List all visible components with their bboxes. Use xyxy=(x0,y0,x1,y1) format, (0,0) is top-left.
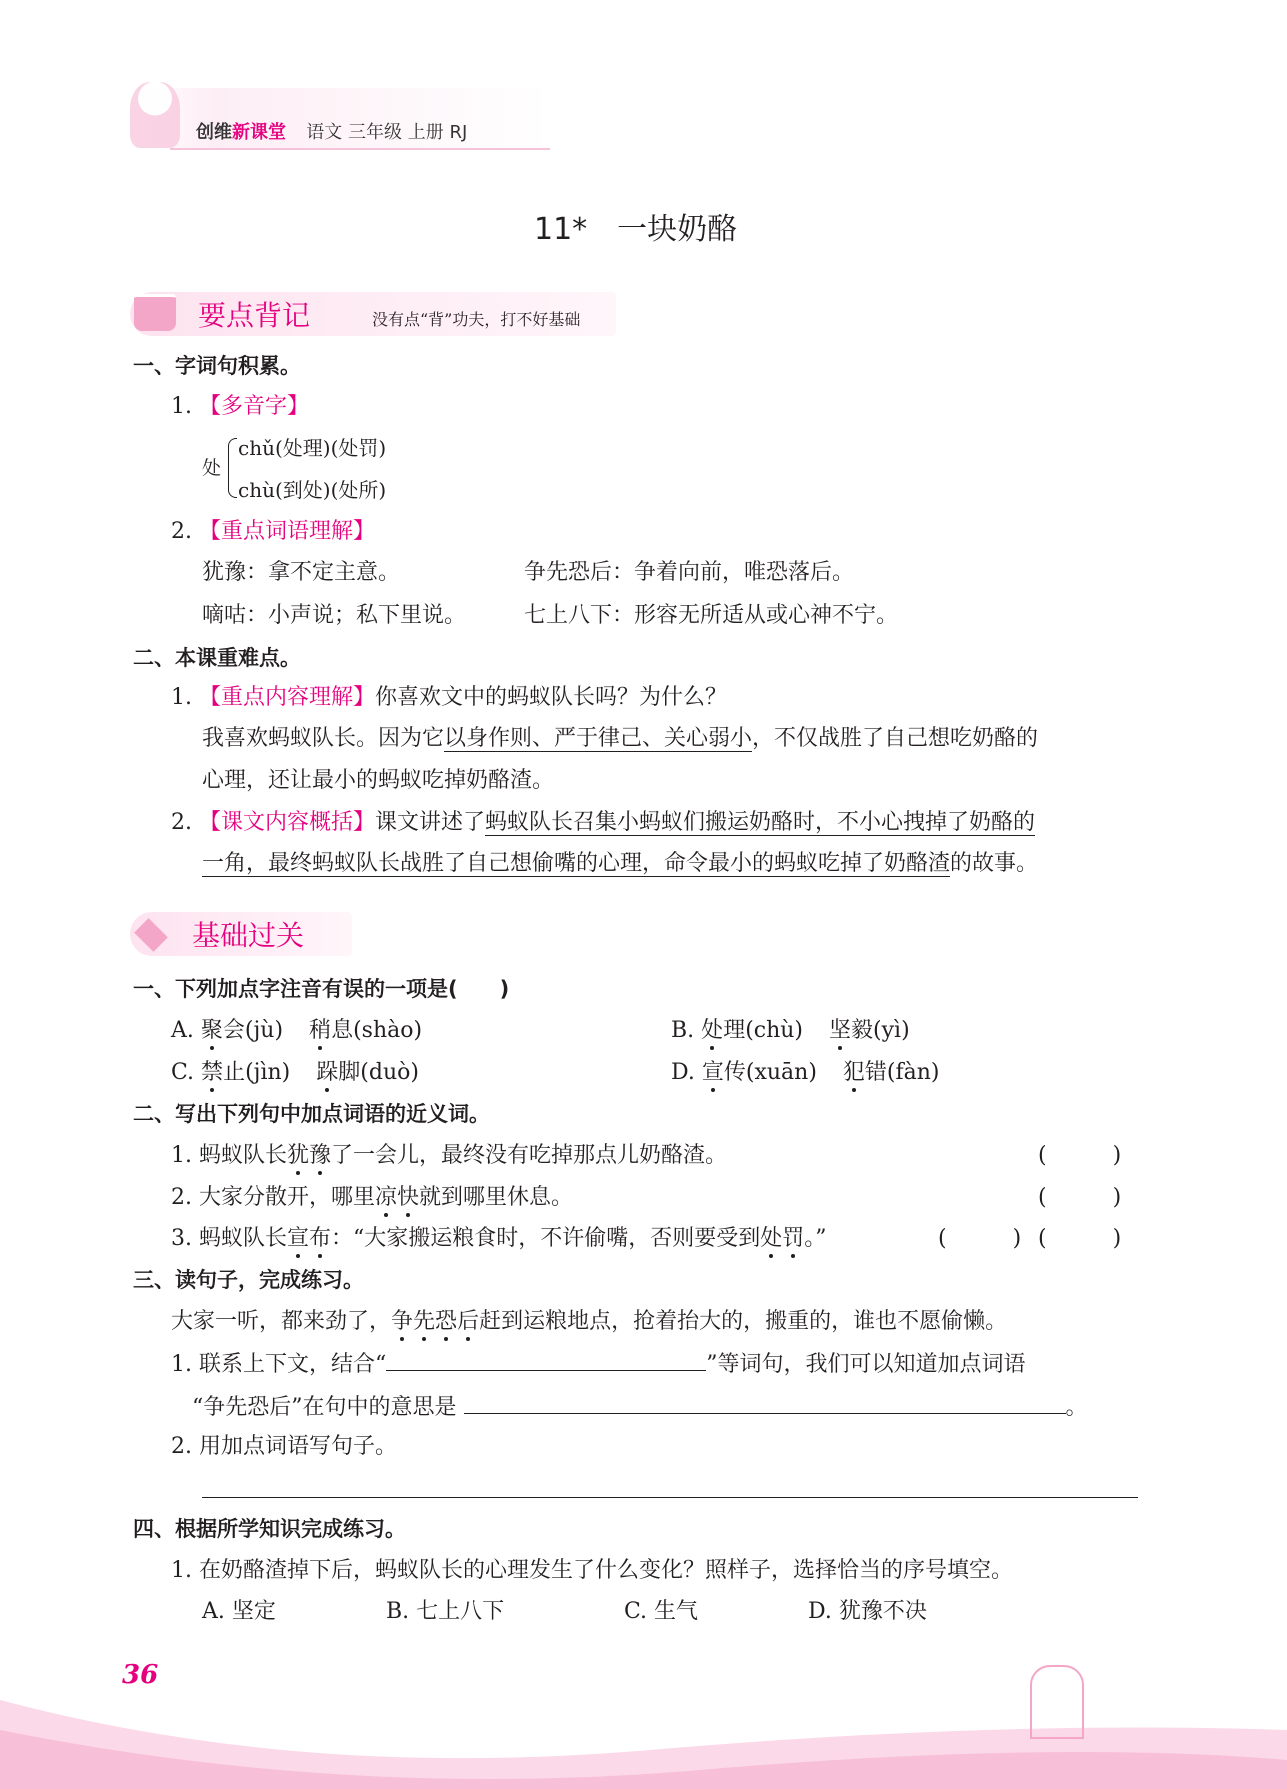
page-number: 36 xyxy=(122,1660,159,1690)
reading-item-1-cont xyxy=(192,1391,1088,1423)
answer-text: 的故事。 xyxy=(950,851,1039,876)
choice-a: A. 坚定 xyxy=(202,1599,276,1624)
heading-key-points: 二、本课重难点。 xyxy=(133,646,301,670)
question-text: 1. 联系上下文，结合“ xyxy=(171,1352,387,1377)
choice-d: D. 犹豫不决 xyxy=(808,1599,927,1624)
item-summary xyxy=(171,808,1035,838)
answer-text: 我喜欢蚂蚁队长。因为它 xyxy=(202,726,445,751)
sentence-text: ：“大家搬运粮食时，不许偷嘴，否则要受到 xyxy=(331,1226,761,1251)
option-a xyxy=(171,1016,422,1046)
tag-summary: 【课文内容概括】 xyxy=(199,810,376,835)
brand-part-2: 新课堂 xyxy=(232,122,286,143)
reading-item-2: 2. 用加点词语写句子。 xyxy=(171,1434,397,1459)
section-slogan: 没有点“背”功夫，打不好基础 xyxy=(372,310,581,329)
sentence-text: 1. 蚂蚁队长 xyxy=(171,1143,287,1168)
option-text: 理(chù) xyxy=(723,1018,804,1043)
word-definition: 争先恐后：争着向前，唯恐落后。 xyxy=(524,560,855,585)
polyphone-reading-1: chǔ(处理)(处罚) xyxy=(238,436,387,460)
word-definition: 犹豫：拿不定主意。 xyxy=(202,560,401,585)
underlined-answer: 一角，最终蚂蚁队长战胜了自己想偷嘴的心理，命令最小的蚂蚁吃掉了奶酪渣 xyxy=(202,851,951,876)
question-2-stem: 二、写出下列句中加点词语的近义词。 xyxy=(133,1102,490,1126)
answer-paren[interactable]: ( ) xyxy=(1038,1226,1122,1251)
dotted-char: 禁 xyxy=(201,1060,224,1085)
option-text: 息(shào) xyxy=(331,1018,423,1043)
subject-label: 语文 三年级 上册 RJ xyxy=(306,122,468,143)
section-title-basics: 基础过关 xyxy=(192,919,305,952)
brand-part-1: 创维 xyxy=(196,122,232,143)
dotted-char: 宣 xyxy=(286,1226,309,1251)
word-definition: 七上八下：形容无所适从或心神不宁。 xyxy=(524,603,899,628)
item-key-words xyxy=(171,517,375,547)
dotted-word xyxy=(760,1226,804,1251)
sentence-text: 就到哪里休息。 xyxy=(419,1185,574,1210)
castle-illustration-icon xyxy=(1030,1665,1084,1739)
book-icon xyxy=(134,294,176,331)
answer-line xyxy=(202,724,1038,754)
question-text: ”等词句，我们可以知道加点词语 xyxy=(706,1352,1026,1377)
option-d xyxy=(671,1058,940,1088)
dotted-char: 聚 xyxy=(200,1018,223,1043)
option-c xyxy=(171,1058,419,1088)
heading-accumulation: 一、字词句积累。 xyxy=(133,354,301,378)
option-letter: C. xyxy=(171,1060,195,1085)
answer-paren[interactable]: ( ) xyxy=(1038,1143,1122,1168)
question-text: 你喜欢文中的蚂蚁队长吗？为什么？ xyxy=(375,685,728,710)
sentence-text: 赶到运粮地点，抢着抬大的，搬重的，谁也不愿偷懒。 xyxy=(479,1309,1008,1334)
choice-c: C. 生气 xyxy=(624,1599,699,1624)
question-text: 。 xyxy=(1065,1395,1088,1420)
synonym-item-2 xyxy=(171,1183,573,1213)
dotted-char: 恐 xyxy=(435,1309,458,1334)
header-rule xyxy=(170,148,550,150)
item-number: 1. xyxy=(171,685,192,710)
underlined-answer: 蚂蚁队长召集小蚂蚁们搬运奶酪时，不小心拽掉了奶酪的 xyxy=(485,810,1036,835)
dotted-char: 布 xyxy=(309,1226,332,1251)
dotted-char: 跺 xyxy=(316,1060,339,1085)
answer-line-blank[interactable] xyxy=(202,1497,1138,1498)
question-1-stem: 一、下列加点字注音有误的一项是( ) xyxy=(133,977,510,1001)
reading-sentence xyxy=(171,1307,1007,1337)
question-text: “争先恐后”在句中的意思是 xyxy=(192,1395,457,1420)
option-text: 毅(yì) xyxy=(851,1018,910,1043)
dotted-word xyxy=(287,1226,331,1251)
synonym-item-1 xyxy=(171,1141,727,1171)
section-title-memorize: 要点背记 xyxy=(198,299,311,332)
option-b xyxy=(671,1016,910,1046)
dotted-char: 犯 xyxy=(842,1060,865,1085)
polyphone-reading-2: chù(到处)(处所) xyxy=(238,478,387,502)
item-polyphone xyxy=(171,392,309,422)
underlined-answer: 以身作则、严于律己、关心弱小 xyxy=(444,726,753,751)
dotted-char: 坚 xyxy=(829,1018,852,1043)
dotted-char: 先 xyxy=(413,1309,436,1334)
sentence-text: 大家一听，都来劲了， xyxy=(171,1309,392,1334)
item-content-understanding xyxy=(171,683,727,713)
dotted-word xyxy=(375,1185,419,1210)
answer-line xyxy=(202,849,1038,879)
answer-paren[interactable]: ( ) xyxy=(1038,1185,1122,1210)
dotted-char: 稍 xyxy=(309,1018,332,1043)
word-definition: 嘀咕：小声说；私下里说。 xyxy=(202,603,467,628)
dotted-word xyxy=(391,1309,479,1334)
option-letter: A. xyxy=(171,1018,194,1043)
tag-key-words: 【重点词语理解】 xyxy=(199,519,376,544)
answer-text: ，不仅战胜了自己想吃奶酪的 xyxy=(752,726,1039,751)
question-4-stem: 四、根据所学知识完成练习。 xyxy=(133,1517,406,1541)
sentence-text: 2. 大家分散开，哪里 xyxy=(171,1185,375,1210)
synonym-item-3 xyxy=(171,1224,827,1254)
option-text: 错(fàn) xyxy=(864,1060,940,1085)
dotted-word xyxy=(287,1143,331,1168)
header-brand xyxy=(196,118,467,148)
answer-paren[interactable]: ( ) xyxy=(938,1226,1022,1251)
option-text: 止(jìn) xyxy=(223,1060,291,1085)
answer-blank[interactable] xyxy=(386,1348,706,1371)
answer-text: 课文讲述了 xyxy=(375,810,486,835)
footer-wave xyxy=(0,1640,1287,1789)
dotted-char: 犹 xyxy=(286,1143,309,1168)
question-3-stem: 三、读句子，完成练习。 xyxy=(133,1268,364,1292)
item-number: 2. xyxy=(171,519,192,544)
question-4-item-1: 1. 在奶酪渣掉下后，蚂蚁队长的心理发生了什么变化？照样子，选择恰当的序号填空。 xyxy=(171,1558,1013,1583)
dotted-char: 豫 xyxy=(309,1143,332,1168)
sentence-text: 3. 蚂蚁队长 xyxy=(171,1226,287,1251)
brace-icon xyxy=(228,438,237,498)
kids-illustration-icon xyxy=(130,82,180,148)
tag-polyphone: 【多音字】 xyxy=(199,394,310,419)
dotted-char: 争 xyxy=(391,1309,414,1334)
dotted-char: 快 xyxy=(397,1185,420,1210)
item-number: 2. xyxy=(171,810,192,835)
option-text: 脚(duò) xyxy=(338,1060,419,1085)
tag-content: 【重点内容理解】 xyxy=(199,685,376,710)
page-title: 11* 一块奶酪 xyxy=(534,212,738,247)
dotted-char: 宣 xyxy=(701,1060,724,1085)
option-letter: D. xyxy=(671,1060,695,1085)
dotted-char: 后 xyxy=(457,1309,480,1334)
sentence-text: 。” xyxy=(804,1226,827,1251)
sentence-text: 了一会儿，最终没有吃掉那点儿奶酪渣。 xyxy=(331,1143,728,1168)
answer-text: 心理，还让最小的蚂蚁吃掉奶酪渣。 xyxy=(202,768,555,793)
polyphone-char: 处 xyxy=(202,457,222,479)
reading-item-1 xyxy=(171,1348,1025,1380)
option-text: 传(xuān) xyxy=(723,1060,817,1085)
dotted-char: 处 xyxy=(701,1018,724,1043)
dotted-char: 凉 xyxy=(374,1185,397,1210)
choice-b: B. 七上八下 xyxy=(386,1599,505,1624)
option-letter: B. xyxy=(671,1018,695,1043)
option-text: 会(jù) xyxy=(222,1018,284,1043)
answer-blank[interactable] xyxy=(464,1391,1066,1414)
item-number: 1. xyxy=(171,394,192,419)
dotted-char: 处 xyxy=(760,1226,783,1251)
dotted-char: 罚 xyxy=(782,1226,805,1251)
